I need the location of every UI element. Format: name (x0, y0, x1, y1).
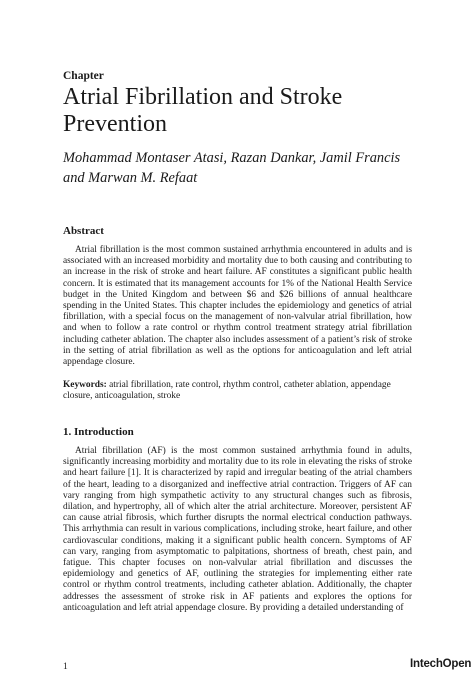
keywords-text: atrial fibrillation, rate control, rhythm control, catheter ablation, appendage closure, anticoagulation, stroke (63, 380, 391, 402)
page-number: 1 (63, 662, 68, 672)
chapter-label: Chapter (63, 70, 104, 82)
keywords (63, 380, 412, 402)
introduction-heading: 1. Introduction (63, 426, 134, 438)
chapter-title: Atrial Fibrillation and Stroke Prevention (63, 84, 343, 137)
introduction-body: Atrial fibrillation (AF) is the most common sustained arrhythmia found in adults, significantly increasing morbidity and mortality due to its role in elevating the risks of stroke and heart failure [1]. It is characterized by rapid and irregular beating of the atrial chambers of the heart, leading to a disorganized and ineffective atrial contraction. Triggers of AF can vary ranging from high sympathetic activity to any structural changes such as fibrosis, dilation, and hypertrophy, all of which alter the atrial architecture. Moreover, persistent AF can cause atrial fibrosis, which further disrupts the normal electrical conduction pathways. This arrhythmia can result in various complications, including stroke, heart failure, and other cardiovascular conditions, making it a significant public health concern. Symptoms of AF can vary, ranging from asymptomatic to palpitations, shortness of breath, chest pain, and fatigue. This chapter focuses on non-valvular atrial fibrillation and discusses the epidemiology and genetics of AF, outlining the strategies for implementing either rate control or rhythm control treatments, including catheter ablation. Additionally, the chapter addresses the assessment of stroke risk in AF patients and explores the options for anticoagulation and left atrial appendage closure. By providing a detailed understanding of (63, 446, 412, 613)
publisher-logo: IntechOpen (410, 658, 472, 670)
author-list: Mohammad Montaser Atasi, Razan Dankar, Jamil Francis and Marwan M. Refaat (63, 150, 401, 186)
keywords-label: Keywords: (63, 380, 107, 390)
abstract-body: Atrial fibrillation is the most common sustained arrhythmia encountered in adults and is associated with an increased morbidity and mortality due to both causing and contributing to an increase in the risk of stroke and heart failure. AF constitutes a significant public health concern. It is estimated that its management accounts for 1% of the National Health Service budget in the United Kingdom and between $6 and $26 billions of annual healthcare spending in the United States. This chapter includes the epidemiology and genetics of atrial fibrillation, with a special focus on the management of non-valvular atrial fibrillation, how and when to follow a rate control or rhythm control treatment strategy atrial fibrillation including catheter ablation. The chapter also includes assessment of a patient’s risk of stroke in the setting of atrial fibrillation as well as the options for anticoagulation and left atrial appendage closure. (63, 245, 412, 368)
abstract-heading: Abstract (63, 225, 104, 237)
